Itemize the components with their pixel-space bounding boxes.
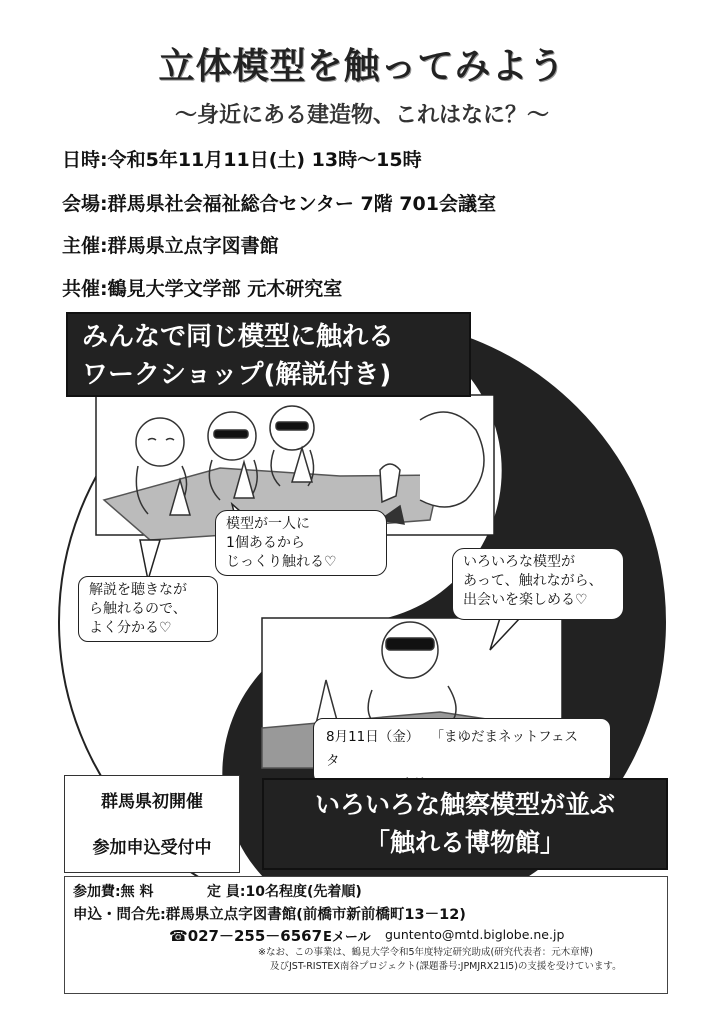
page-title: 立体模型を触ってみよう <box>158 46 566 87</box>
funding-note-line1: ※なお、この事業は、鶴見大学令和5年度特定研究助成(研究代表者：元木章博) <box>258 947 593 958</box>
workshop-banner-line1: みんなで同じ模型に触れる <box>82 322 395 352</box>
footer-box <box>64 876 668 994</box>
museum-banner-line2: 「触れる博物館」 <box>364 828 565 857</box>
bubble-variety-line1: いろいろな模型が <box>463 554 575 570</box>
tel-row <box>169 925 322 946</box>
bubble-variety-line3: 出会いを楽しめる♡ <box>463 592 588 608</box>
email-label: Eメール <box>323 930 371 945</box>
past-event-name: 「まゆだまネットフェスタ <box>326 729 578 769</box>
past-event-date: 8月11日（金） <box>326 729 420 745</box>
tel-number: 027－255－6567 <box>187 927 323 945</box>
gunma-first-label: 群馬県初開催 <box>101 792 203 812</box>
bubble-explanation <box>78 576 218 642</box>
workshop-banner-line2: ワークショップ(解説付き) <box>82 360 392 390</box>
bubble-explanation-line2: ら触れるので、 <box>89 601 187 617</box>
bubble-model-each <box>215 510 387 576</box>
bubble-explanation-line1: 解説を聴きなが <box>89 582 187 598</box>
museum-banner <box>262 778 668 870</box>
museum-banner-line1: いろいろな触察模型が並ぶ <box>314 790 615 819</box>
fee-label: 参加費:無 料 <box>73 884 154 900</box>
email-address[interactable]: guntento@mtd.biglobe.ne.jp <box>385 927 565 942</box>
event-organizer: 主催:群馬県立点字図書館 <box>62 235 279 257</box>
bubble-variety-line2: あって、触れながら、 <box>463 573 603 589</box>
bubble-variety <box>452 548 624 620</box>
funding-note-line2: 及びJST-RISTEX南谷プロジェクト(課題番号:JPMJRX21I5)の支援を受けています。 <box>270 961 622 972</box>
bubble-model-line3: じっくり触れる♡ <box>226 554 337 570</box>
past-event-note <box>313 718 611 784</box>
event-datetime: 日時:令和5年11月11日(土) 13時～15時 <box>62 149 422 171</box>
bubble-model-line1: 模型が一人に <box>226 516 310 532</box>
bubble-model-line2: 1個あるから <box>226 535 305 551</box>
capacity-label: 定 員:10名程度(先着順) <box>207 884 362 900</box>
bubble-explanation-line3: よく分かる♡ <box>89 620 172 636</box>
page-subtitle: ～身近にある建造物、これはなに？～ <box>174 103 549 128</box>
funding-note <box>258 946 622 974</box>
event-venue: 会場:群馬県社会福祉総合センター 7階 701会議室 <box>62 193 496 215</box>
workshop-banner <box>66 312 471 397</box>
contact-label: 申込・問合先:群馬県立点字図書館(前橋市新前橋町13－12) <box>73 907 466 923</box>
gunma-first-box <box>64 775 240 873</box>
event-cosponsor: 共催:鶴見大学文学部 元木研究室 <box>62 278 343 300</box>
registration-open-label: 参加申込受付中 <box>92 838 212 858</box>
phone-icon: ☎ <box>169 927 188 945</box>
